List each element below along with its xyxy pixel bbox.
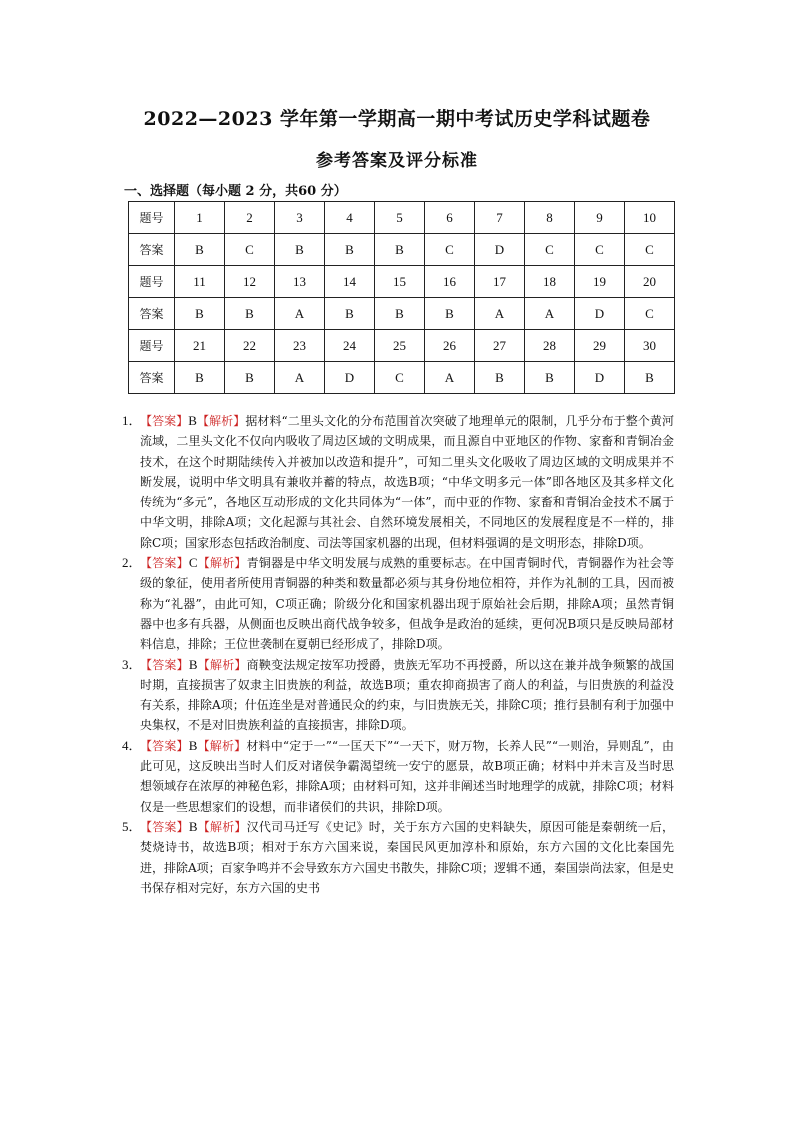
explanation-item xyxy=(122,655,674,736)
question-number-cell: 11 xyxy=(175,266,225,298)
answer-cell: B xyxy=(325,298,375,330)
row-label-question: 题号 xyxy=(129,202,175,234)
answer-cell: A xyxy=(525,298,575,330)
question-number-cell: 10 xyxy=(625,202,675,234)
question-number-cell: 18 xyxy=(525,266,575,298)
question-number-cell: 23 xyxy=(275,330,325,362)
question-number-cell: 3 xyxy=(275,202,325,234)
answer-cell: C xyxy=(525,234,575,266)
explanation-item xyxy=(122,736,674,817)
question-number-row xyxy=(129,202,675,234)
question-number-cell: 7 xyxy=(475,202,525,234)
item-number: 5． xyxy=(122,818,142,834)
explanation-text: 青铜器是中华文明发展与成熟的重要标志。在中国青铜时代，青铜器作为社会等级的象征，使用者所使用青铜器的种类和数量都必须与其身份地位相符，并作为礼制的工具，因而被称为“礼器”，由此可知，C项正确；阶级分化和国家机器出现于原始社会后期，排除A项；虽然青铜器中也多有兵器，从侧面也反映出商代战争较多，但战争是政治的延续，更何况B项只是反映局部材料信息，排除；王位世袭制在夏朝已经形成了，排除D项。 xyxy=(140,556,674,652)
answer-cell: A xyxy=(425,362,475,394)
question-number-cell: 26 xyxy=(425,330,475,362)
row-label-answer: 答案 xyxy=(129,234,175,266)
answer-cell: B xyxy=(525,362,575,394)
question-number-cell: 24 xyxy=(325,330,375,362)
analysis-tag: 【解析】 xyxy=(197,556,247,571)
row-label-answer: 答案 xyxy=(129,298,175,330)
answer-table xyxy=(128,201,675,394)
answer-cell: B xyxy=(475,362,525,394)
answer-cell: C xyxy=(625,298,675,330)
answer-row xyxy=(129,298,675,330)
explanation-text: 汉代司马迁写《史记》时，关于东方六国的史料缺失，原因可能是秦朝统一后，焚烧诗书，故选B项；相对于东方六国来说，秦国民风更加淳朴和原始，东方六国的文化比秦国先进，排除A项；百家争鸣并不会导致东方六国史书散失，排除C项；逻辑不通，秦国崇尚法家，但是史书保存相对完好，东方六国的史书 xyxy=(140,819,674,895)
answer-row xyxy=(129,362,675,394)
question-number-cell: 16 xyxy=(425,266,475,298)
row-label-answer: 答案 xyxy=(129,362,175,394)
answer-cell: B xyxy=(225,362,275,394)
answer-choice: B xyxy=(188,818,198,834)
answer-tag: 【答案】 xyxy=(140,414,189,428)
question-number-cell: 9 xyxy=(575,202,625,234)
question-number-cell: 29 xyxy=(575,330,625,362)
question-number-cell: 25 xyxy=(375,330,425,362)
question-number-cell: 17 xyxy=(475,266,525,298)
item-number: 3． xyxy=(122,656,142,672)
answer-cell: B xyxy=(625,362,675,394)
answer-cell: C xyxy=(575,234,625,266)
answer-cell: C xyxy=(375,362,425,394)
question-number-cell: 22 xyxy=(225,330,275,362)
question-number-cell: 28 xyxy=(525,330,575,362)
analysis-tag: 【解析】 xyxy=(197,819,247,834)
question-number-cell: 21 xyxy=(175,330,225,362)
section-heading: 一、选择题（每小题 2 分，共60 分） xyxy=(124,184,347,199)
analysis-tag: 【解析】 xyxy=(197,738,247,753)
explanation-text: 商鞅变法规定按军功授爵，贵族无军功不再授爵，所以这在兼并战争频繁的战国时期，直接损害了奴隶主旧贵族的利益，故选B项；重农抑商损害了商人的利益，与旧贵族的利益没有关系，排除A项；什伍连坐是对普通民众的约束，与旧贵族无关，排除C项；推行县制有利于加强中央集权，不是对旧贵族利益的直接损害，排除D项。 xyxy=(140,657,674,733)
question-number-cell: 14 xyxy=(325,266,375,298)
row-label-question: 题号 xyxy=(129,330,175,362)
answer-cell: A xyxy=(275,362,325,394)
question-number-cell: 4 xyxy=(325,202,375,234)
question-number-row xyxy=(129,330,675,362)
explanation-item xyxy=(122,411,674,553)
answer-cell: B xyxy=(175,298,225,330)
answer-row xyxy=(129,234,675,266)
answer-tag: 【答案】 xyxy=(140,657,189,672)
answer-cell: D xyxy=(325,362,375,394)
answer-choice: C xyxy=(188,555,198,571)
analysis-tag: 【解析】 xyxy=(196,414,246,428)
answer-cell: D xyxy=(475,234,525,266)
answer-cell: D xyxy=(575,298,625,330)
answer-cell: B xyxy=(375,298,425,330)
question-number-cell: 6 xyxy=(425,202,475,234)
question-number-cell: 13 xyxy=(275,266,325,298)
answer-choice: B xyxy=(188,737,198,753)
answer-cell: A xyxy=(475,298,525,330)
item-number: 4． xyxy=(122,737,142,753)
question-number-cell: 27 xyxy=(475,330,525,362)
answer-cell: B xyxy=(225,298,275,330)
page-title: 2022—2023 学年第一学期高一期中考试历史学科试题卷 xyxy=(143,108,651,130)
question-number-cell: 30 xyxy=(625,330,675,362)
answer-cell: A xyxy=(275,298,325,330)
analysis-tag: 【解析】 xyxy=(197,657,247,672)
question-number-cell: 20 xyxy=(625,266,675,298)
question-number-cell: 15 xyxy=(375,266,425,298)
question-number-cell: 8 xyxy=(525,202,575,234)
answer-cell: B xyxy=(325,234,375,266)
answer-cell: B xyxy=(275,234,325,266)
answer-cell: D xyxy=(575,362,625,394)
answer-cell: C xyxy=(225,234,275,266)
answer-cell: B xyxy=(375,234,425,266)
answer-choice: B xyxy=(188,656,198,672)
explanation-text: 据材料“二里头文化的分布范围首次突破了地理单元的限制，几乎分布于整个黄河流域，二里头文化不仅向内吸收了周边区域的文明成果，而且源自中亚地区的作物、家畜和青铜冶金技术，在这个时期陆续传入并被加以改造和提升”，可知二里头文化吸收了周边区域的文明成果并不断发展，说明中华文明具有兼收并蓄的特点，故选B项；“中华文明多元一体”即各地区及其多样文化传统为“多元”，各地区互动形成的文化共同体为“一体”，而中亚的作物、家畜和青铜冶金技术不属于中华文明，排除A项；文化起源与其社会、自然环境发展相关，不同地区的发展程度是不一样的，排除C项；国家形态包括政治制度、司法等国家机器的出现，但材料强调的是文明形态，排除D项。 xyxy=(140,414,674,550)
answer-cell: B xyxy=(175,234,225,266)
answer-tag: 【答案】 xyxy=(140,738,189,753)
answer-cell: B xyxy=(175,362,225,394)
question-number-cell: 19 xyxy=(575,266,625,298)
answer-tag: 【答案】 xyxy=(140,556,189,571)
explanation-text: 材料中“定于一”“一匡天下”“一天下，财万物，长养人民”“一则治，异则乱”，由此可见，这反映出当时人们反对诸侯争霸渴望统一安宁的愿景，故B项正确；材料中并未言及当时思想领域存在浓厚的神秘色彩，排除A项；由材料可知，这并非阐述当时地理学的成就，排除C项；材料仅是一些思想家们的设想，而非诸侯们的共识，排除D项。 xyxy=(140,738,674,814)
answer-cell: C xyxy=(625,234,675,266)
row-label-question: 题号 xyxy=(129,266,175,298)
question-number-cell: 5 xyxy=(375,202,425,234)
explanation-item xyxy=(122,817,674,898)
answer-choice: B xyxy=(188,413,197,428)
explanations-list xyxy=(122,411,674,898)
item-number: 1． xyxy=(122,413,142,428)
question-number-row xyxy=(129,266,675,298)
answer-cell: C xyxy=(425,234,475,266)
page-subtitle: 参考答案及评分标准 xyxy=(316,151,478,171)
question-number-cell: 12 xyxy=(225,266,275,298)
question-number-cell: 2 xyxy=(225,202,275,234)
answer-tag: 【答案】 xyxy=(140,819,189,834)
question-number-cell: 1 xyxy=(175,202,225,234)
answer-cell: B xyxy=(425,298,475,330)
item-number: 2． xyxy=(122,555,142,571)
explanation-item xyxy=(122,553,674,654)
